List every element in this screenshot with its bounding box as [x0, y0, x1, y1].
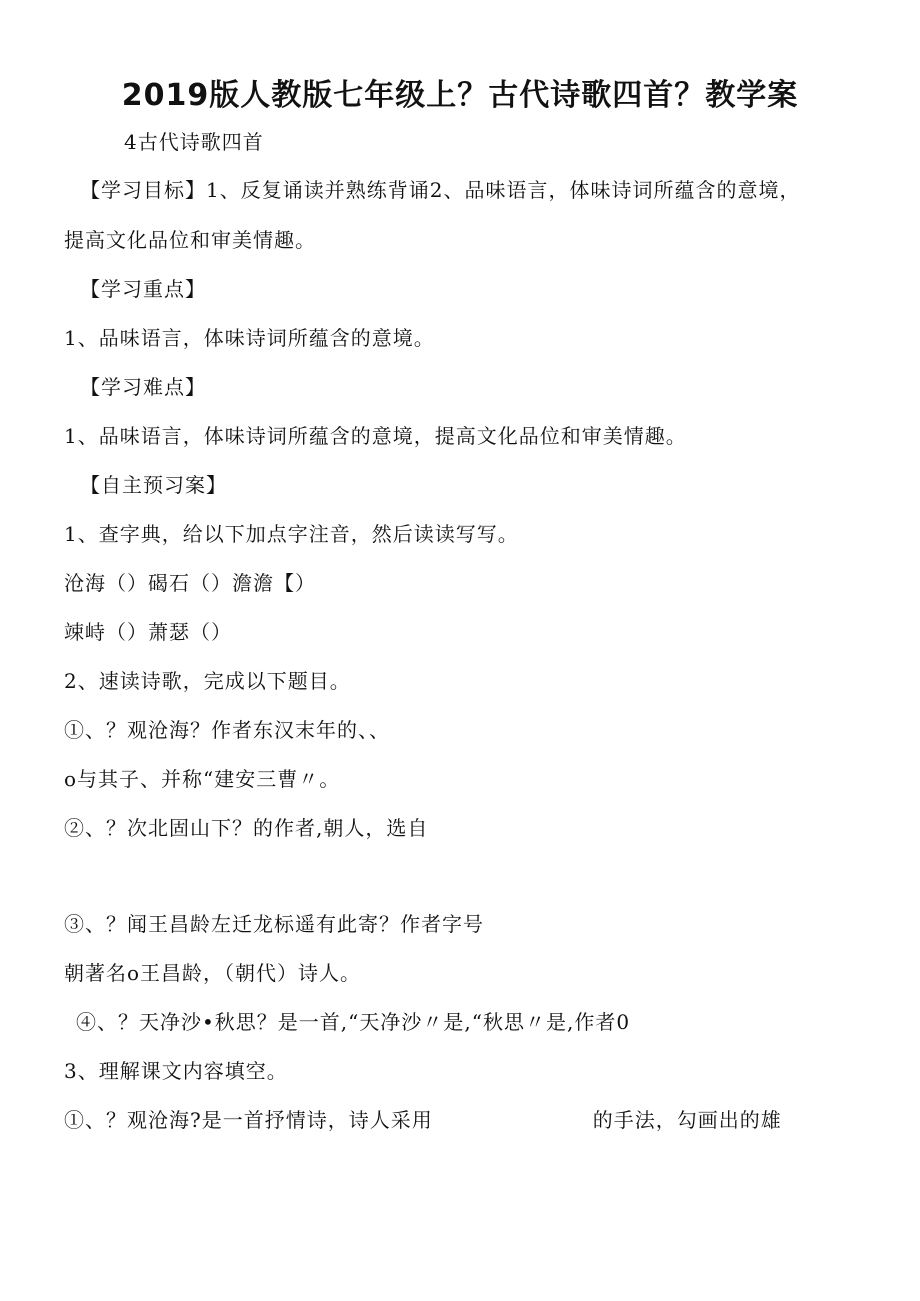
fill-blank-start: ①、？观沧海?是一首抒情诗，诗人采用 — [64, 1108, 433, 1132]
preview-item-2: 2、速读诗歌，完成以下题目。 — [64, 669, 351, 693]
question-3a: ③、？闻王昌龄左迁龙标遥有此寄？作者字号 — [64, 912, 484, 936]
fill-blank-end: 的手法，勾画出的雄 — [592, 1108, 782, 1132]
document-title: 2019版人教版七年级上？古代诗歌四首？教学案 — [121, 78, 799, 113]
preview-heading: 【自主预习案】 — [80, 473, 227, 497]
pinyin-words-line-2: 竦峙（）萧瑟（） — [64, 620, 232, 644]
learning-goals-line: 【学习目标】1、反复诵读并熟练背诵2、品味语言，体味诗词所蕴含的意境， — [80, 178, 801, 202]
learning-goals-continuation: 提高文化品位和审美情趣。 — [64, 228, 316, 252]
question-3b: 朝著名o王昌龄，（朝代）诗人。 — [64, 961, 362, 985]
question-4: ④、？天净沙•秋思？是一首,“天净沙〃是,“秋思〃是,作者0 — [76, 1010, 631, 1034]
question-1a: ①、？观沧海？作者东汉末年的、、 — [64, 718, 390, 742]
key-points-heading: 【学习重点】 — [80, 277, 206, 301]
question-1b: o与其子、并称“建安三曹〃。 — [64, 767, 341, 791]
pinyin-words-line-1: 沧海（）碣石（）澹澹【） — [64, 571, 316, 595]
difficulties-heading: 【学习难点】 — [80, 375, 206, 399]
difficulties-item: 1、品味语言，体味诗词所蕴含的意境，提高文化品位和审美情趣。 — [64, 424, 687, 448]
key-points-item: 1、品味语言，体味诗词所蕴含的意境。 — [64, 326, 435, 350]
preview-item-1: 1、查字典，给以下加点字注音，然后读读写写。 — [64, 522, 519, 546]
question-2: ②、？次北固山下？的作者,朝人，选自 — [64, 816, 429, 840]
fill-blank-line — [64, 1106, 782, 1134]
preview-item-3: 3、理解课文内容填空。 — [64, 1059, 288, 1083]
section-heading: 4古代诗歌四首 — [124, 130, 264, 154]
